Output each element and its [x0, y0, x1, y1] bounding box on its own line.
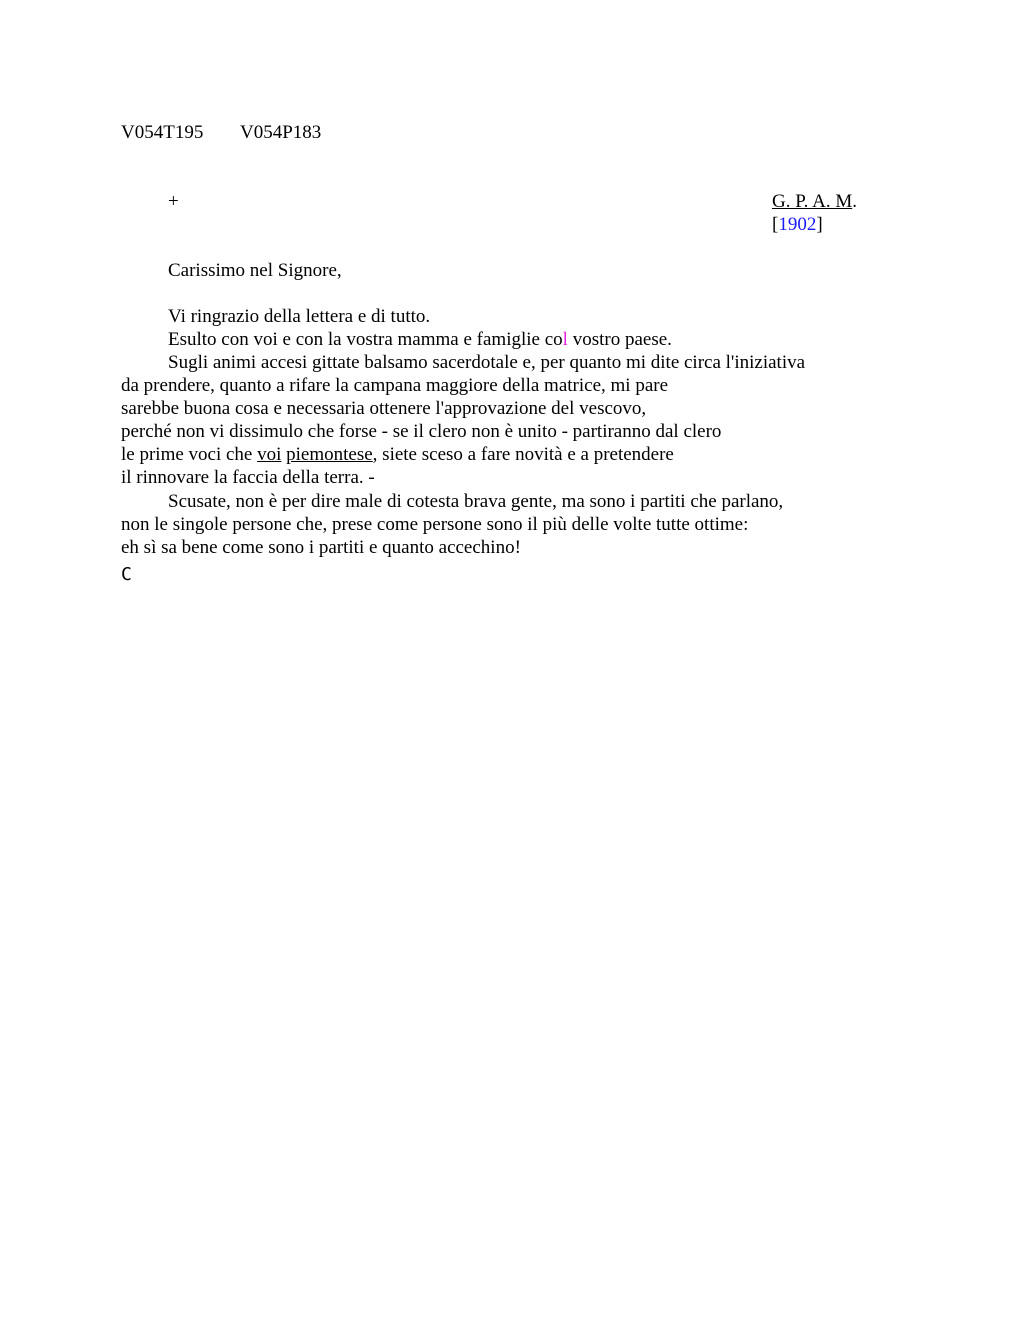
underlined-word: voi: [257, 444, 282, 465]
signature-initials: G. P. A. M: [772, 191, 853, 212]
body-line: perché non vi dissimulo che forse - se il clero non è unito - partiranno dal clero: [121, 421, 722, 442]
body-line: Scusate, non è per dire male di cotesta brava gente, ma sono i partiti che parlano,: [168, 491, 784, 512]
document-code-t: V054T195: [121, 122, 204, 143]
underlined-word: piemontese: [286, 444, 373, 465]
salutation: Carissimo nel Signore,: [168, 260, 342, 281]
signature-period: .: [852, 191, 857, 212]
date-bracket-open: [: [772, 214, 779, 235]
cross-mark: +: [168, 191, 179, 212]
signature-line: [772, 191, 857, 213]
body-line: [168, 328, 672, 351]
body-line: [121, 443, 674, 466]
document-code-p: V054P183: [240, 122, 322, 143]
body-text: vostro paese.: [567, 329, 672, 350]
trailing-mark: C: [121, 564, 132, 585]
body-line: sarebbe buona cosa e necessaria ottenere l'approvazione del vescovo,: [121, 398, 647, 419]
body-line: Vi ringrazio della lettera e di tutto.: [168, 306, 431, 327]
body-line: eh sì sa bene come sono i partiti e quanto accechino!: [121, 537, 521, 558]
body-text: Esulto con voi e con la vostra mamma e famiglie co: [168, 329, 563, 350]
body-line: da prendere, quanto a rifare la campana maggiore della matrice, mi pare: [121, 375, 669, 396]
body-line: non le singole persone che, prese come persone sono il più delle volte tutte ottime:: [121, 514, 749, 535]
date-bracket-close: ]: [816, 214, 823, 235]
body-text: , siete sceso a fare novità e a pretendere: [372, 444, 674, 465]
body-line: Sugli animi accesi gittate balsamo sacerdotale e, per quanto mi dite circa l'iniziativa: [168, 352, 806, 373]
body-line: il rinnovare la faccia della terra. -: [121, 467, 375, 488]
date-year: 1902: [778, 214, 817, 235]
date-line: [772, 214, 823, 236]
highlighted-letter: l: [562, 329, 568, 350]
body-text: le prime voci che: [121, 444, 258, 465]
